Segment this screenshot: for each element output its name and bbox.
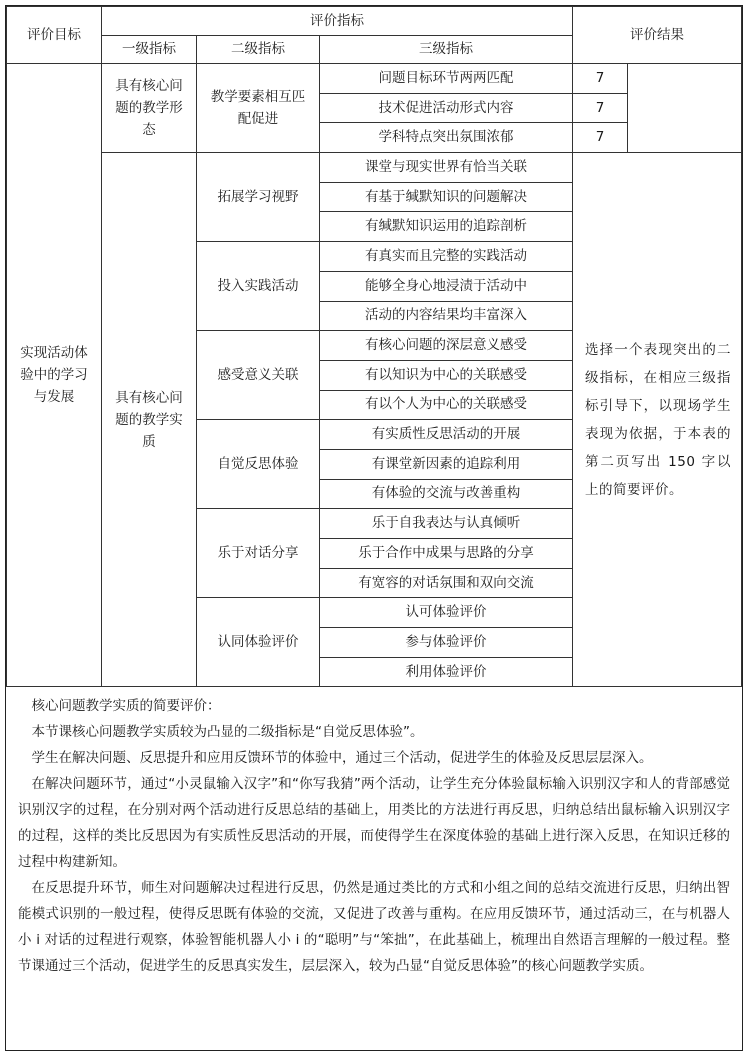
level2-item: 感受意义关联 [197,331,320,420]
evaluation-table [6,6,742,687]
level1-form-cell [102,64,197,153]
level3-item: 有真实而且完整的实践活动 [320,242,573,272]
summary-paragraph: 在解决问题环节，通过“小灵鼠输入汉字”和“你写我猜”两个活动，让学生充分体验鼠标输入识别汉字和人的背部感觉识别汉字的过程，在分别对两个活动进行反思总结的基础上，用类比的方法进行再反思，归纳总结出鼠标输入识别汉字的过程，这样的类比反思因为有实质性反思活动的开展，而使得学生在深度体验的基础上进行深入反思，在知识迁移的过程中构建新知。 [18,776,730,871]
level3-item: 有以知识为中心的关联感受 [320,360,573,390]
level2-item: 自觉反思体验 [197,420,320,509]
level3-item: 乐于合作中成果与思路的分享 [320,539,573,569]
header-indicators: 评价指标 [102,7,573,36]
level3-item: 有实质性反思活动的开展 [320,420,573,450]
result-note: 选择一个表现突出的二级指标，在相应三级指标引导下，以现场学生表现为依据，于本表的第二页写出 150 字以上的简要评价。 [585,341,732,498]
header-level3: 三级指标 [320,36,573,64]
level3-item: 有体验的交流与改善重构 [320,479,573,509]
level2-item: 认同体验评价 [197,598,320,687]
level1-essence-cell [102,153,197,687]
goal-cell [7,64,102,687]
level3-item: 能够全身心地浸渍于活动中 [320,271,573,301]
header-level2: 二级指标 [197,36,320,64]
level3-item: 利用体验评价 [320,657,573,687]
header-result: 评价结果 [573,7,742,64]
level3-item: 技术促进活动形式内容 [320,93,573,123]
level2-match: 教学要素相互匹配促进 [210,89,306,128]
score-blank [628,64,742,153]
score-cell: 7 [573,123,628,153]
goal-text: 实现活动体验中的学习与发展 [20,345,88,406]
level1-essence: 具有核心问题的教学实质 [115,389,183,450]
level3-item: 有课堂新因素的追踪利用 [320,449,573,479]
summary-section [6,687,742,979]
header-goal: 评价目标 [7,7,102,64]
level3-item: 有以个人为中心的关联感受 [320,390,573,420]
level1-form: 具有核心问题的教学形态 [115,78,183,139]
level2-item: 乐于对话分享 [197,509,320,598]
summary-heading: 核心问题教学实质的简要评价： [31,698,221,715]
level3-item: 学科特点突出氛围浓郁 [320,123,573,153]
level3-item: 问题目标环节两两匹配 [320,64,573,94]
level2-item: 拓展学习视野 [197,153,320,242]
level3-item: 认可体验评价 [320,598,573,628]
score-cell: 7 [573,93,628,123]
level3-item: 活动的内容结果均丰富深入 [320,301,573,331]
level3-item: 参与体验评价 [320,628,573,658]
summary-paragraph: 学生在解决问题、反思提升和应用反馈环节的体验中，通过三个活动，促进学生的体验及反思层层深入。 [31,750,653,767]
level3-item: 乐于自我表达与认真倾听 [320,509,573,539]
header-level1: 一级指标 [102,36,197,64]
result-note-cell [573,153,742,687]
score-cell: 7 [573,64,628,94]
summary-paragraph: 本节课核心问题教学实质较为凸显的二级指标是“自觉反思体验”。 [31,724,424,741]
level3-item: 有缄默知识运用的追踪剖析 [320,212,573,242]
evaluation-sheet [5,5,743,1051]
level3-item: 课堂与现实世界有恰当关联 [320,153,573,183]
level3-item: 有基于缄默知识的问题解决 [320,182,573,212]
summary-paragraph: 在反思提升环节，师生对问题解决过程进行反思，仍然是通过类比的方式和小组之间的总结交流进行反思，归纳出智能模式识别的一般过程，使得反思既有体验的交流，又促进了改善与重构。在应用反馈环节，通过活动三，在与机器人小 i 对话的过程进行观察，体验智能机器人小 i 的“聪明”与“笨拙”，在此基础上，梳理出自然语言理解的一般过程。整节课通过三个活动，促进学生的反思真实发生，层层深入，较为凸显“自觉反思体验”的核心问题教学实质。 [18,880,730,975]
level2-item: 投入实践活动 [197,242,320,331]
level3-item: 有宽容的对话氛围和双向交流 [320,568,573,598]
level3-item: 有核心问题的深层意义感受 [320,331,573,361]
level2-match-cell [197,64,320,153]
